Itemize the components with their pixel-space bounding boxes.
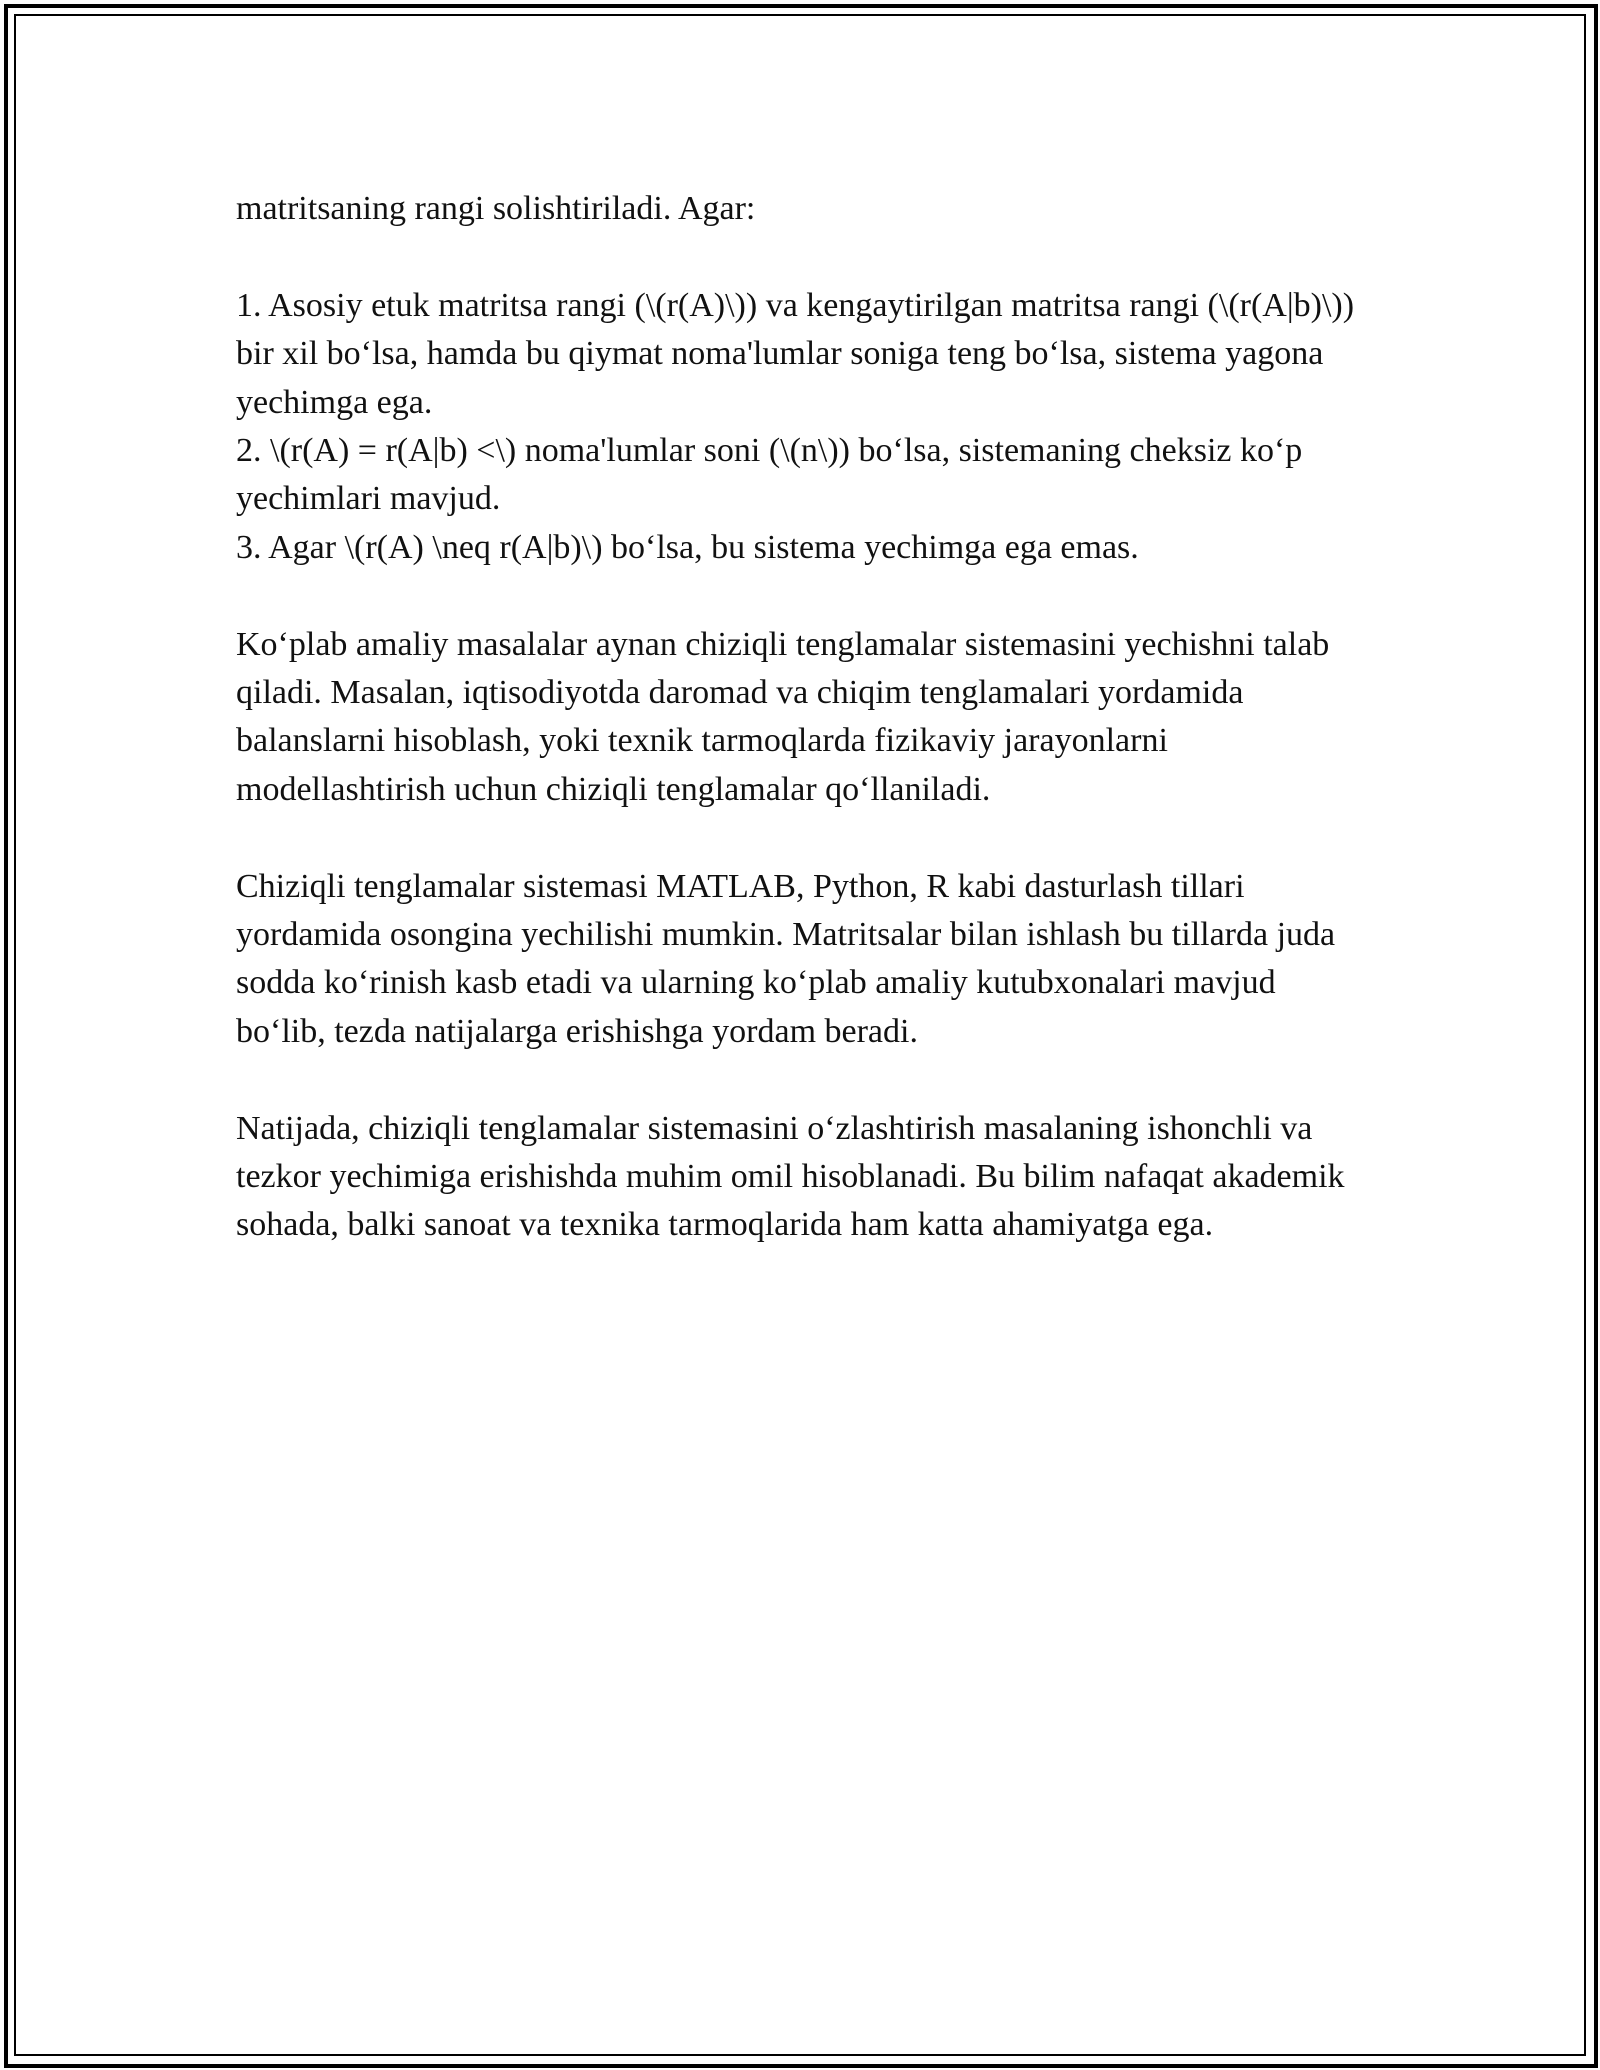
paragraph-applications: Ko‘plab amaliy masalalar aynan chiziqli tenglamalar sistemasini yechishni talab qiladi. Masalan, iqtisodiyotda daromad va chiqim tenglamalari yordamida balanslarni hisoblash, yoki texnik tarmoqlarda fizikaviy jarayonlarni modellashtirish uchun chiziqli tenglamalar qo‘llaniladi. [236,625,1330,808]
paragraph-gap [236,814,1366,862]
paragraph-gap [236,233,1366,281]
paragraph-gap [236,1056,1366,1104]
paragraph-gap [236,572,1366,620]
intro-line: matritsaning rangi solishtiriladi. Agar: [236,190,756,227]
list-item-3: 3. Agar \(r(A) \neq r(A|b)\) bo‘lsa, bu sistema yechimga ega emas. [236,528,1139,566]
paragraph-software: Chiziqli tenglamalar sistemasi MATLAB, Python, R kabi dasturlash tillari yordamida osongina yechilishi mumkin. Matritsalar bilan ishlash bu tillarda juda sodda ko‘rinish kasb etadi va ularning ko‘plab amaliy kutubxonalari mavjud bo‘lib, tezda natijalarga erishishga yordam beradi. [236,867,1336,1050]
document-body [236,185,1366,1250]
list-item-2: 2. \(r(A) = r(A|b) <\) noma'lumlar soni (\(n\)) bo‘lsa, sistemaning cheksiz ko‘p yechimlari mavjud. [236,432,1303,518]
paragraph-conclusion: Natijada, chiziqli tenglamalar sistemasini o‘zlashtirish masalaning ishonchli va tezkor yechimiga erishishda muhim omil hisoblanadi. Bu bilim nafaqat akademik sohada, balki sanoat va texnika tarmoqlarida ham katta ahamiyatga ega. [236,1109,1345,1244]
list-item-1: 1. Asosiy etuk matritsa rangi (\(r(A)\)) va kengaytirilgan matritsa rangi (\(r(A|b)\)) bir xil bo‘lsa, hamda bu qiymat noma'lumlar soniga teng bo‘lsa, sistema yagona yechimga ega. [236,286,1355,421]
